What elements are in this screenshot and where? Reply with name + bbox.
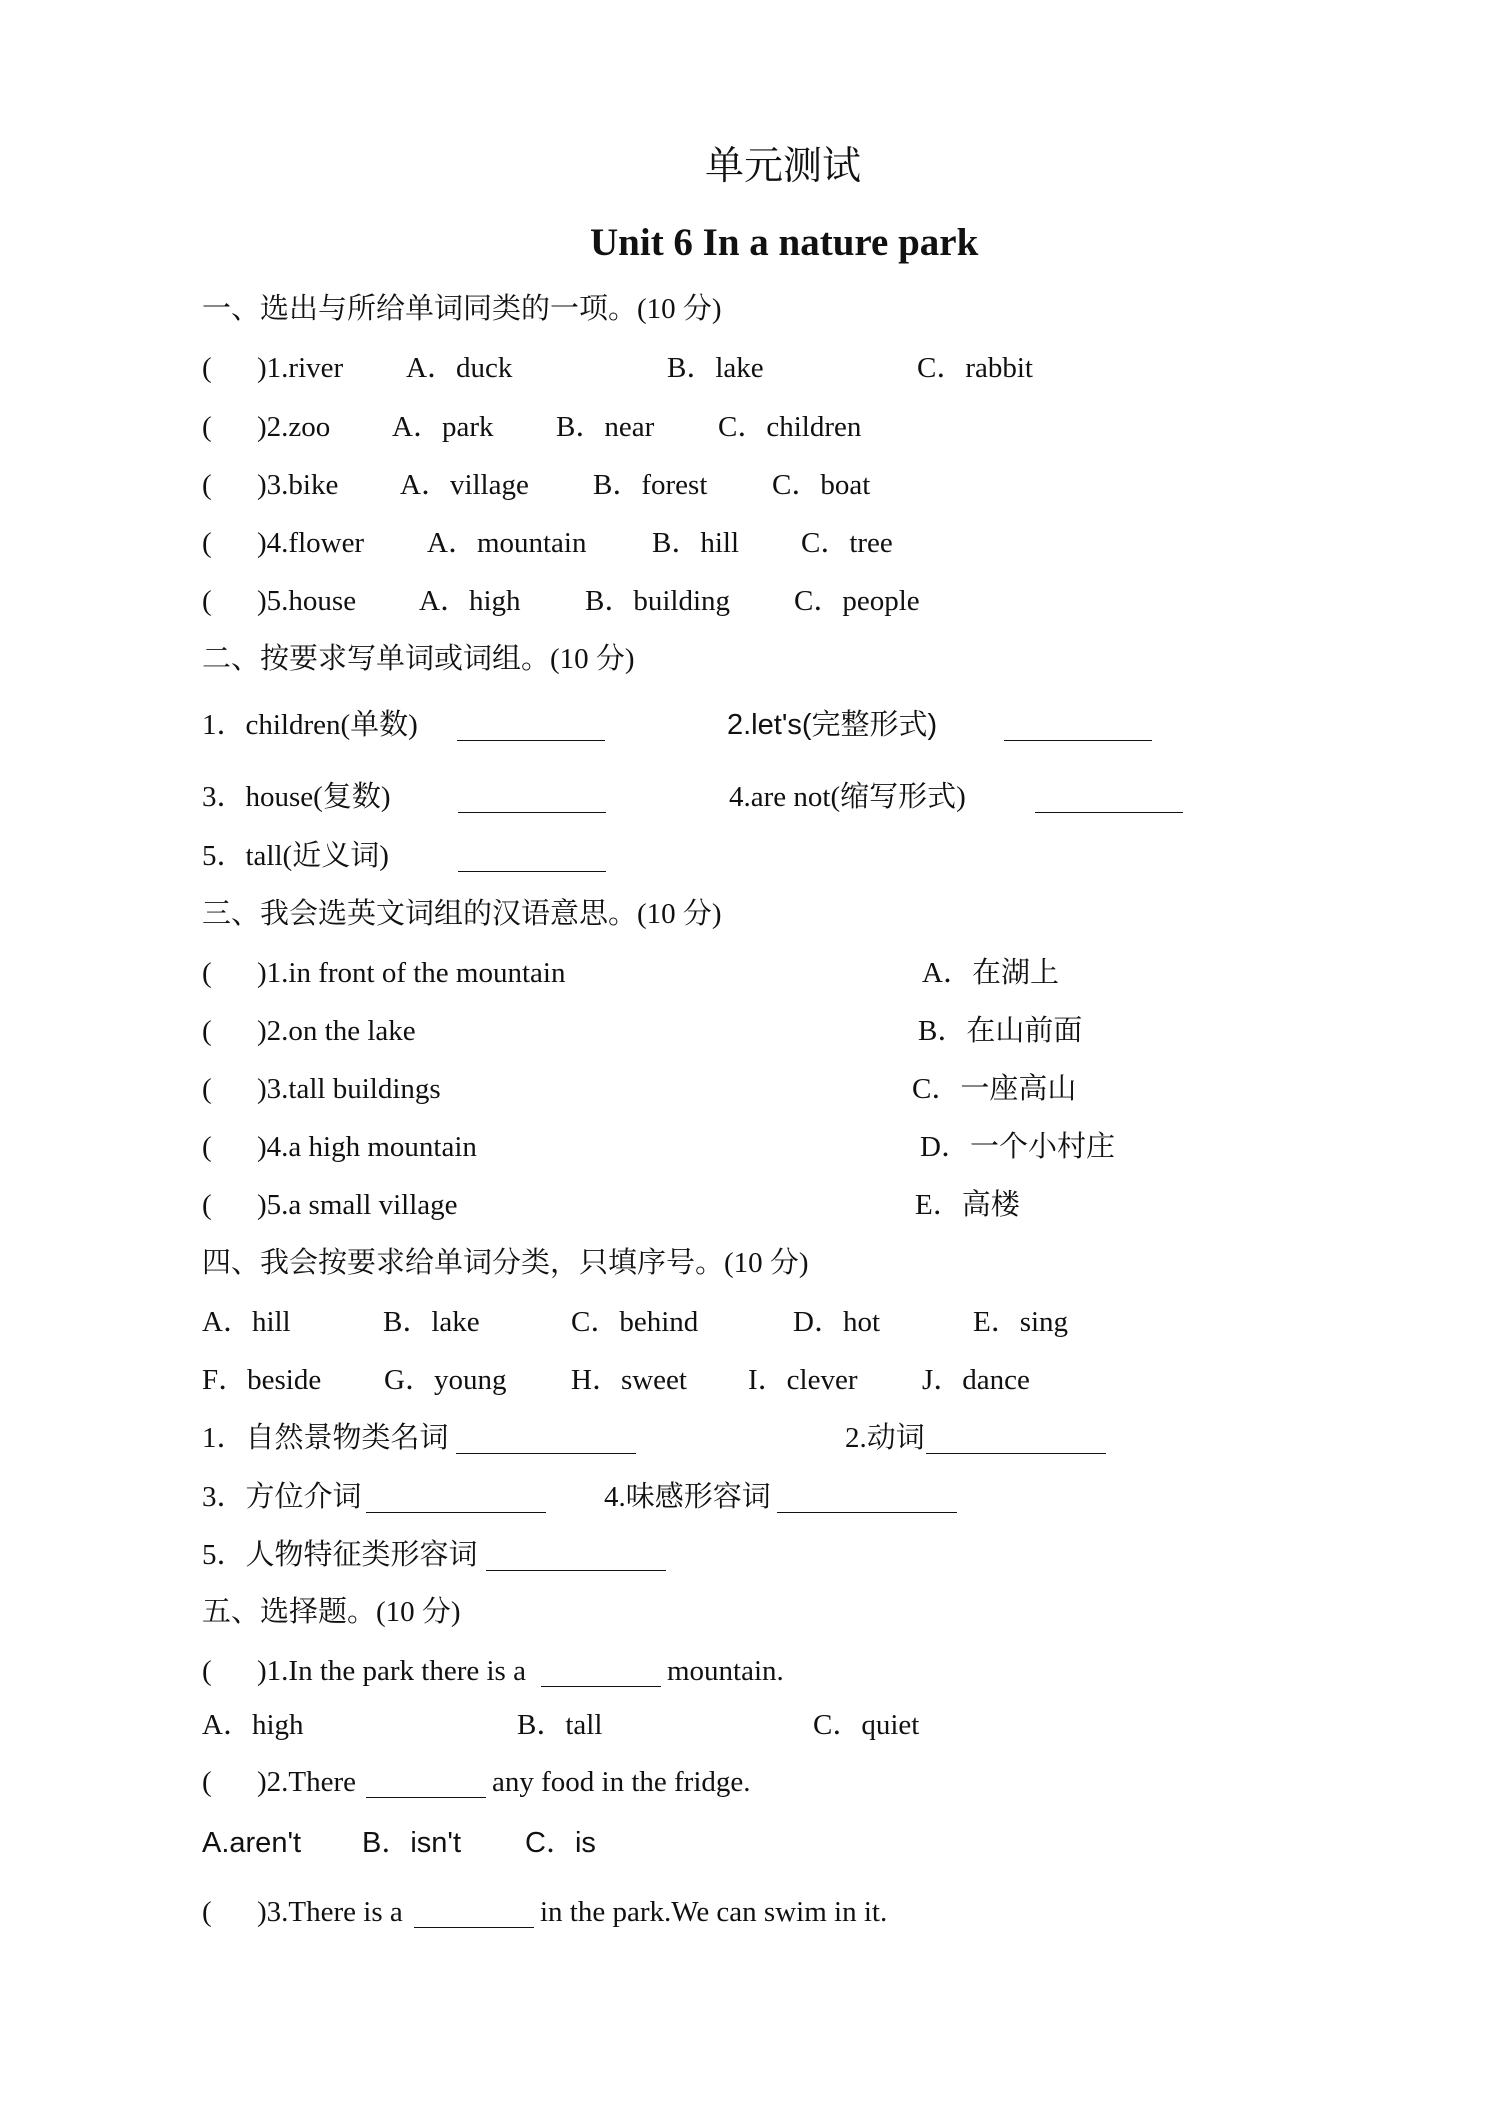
- word-option: E．sing: [973, 1306, 1069, 1338]
- option-a: A．village: [400, 469, 529, 501]
- option-c: C．tree: [801, 527, 893, 559]
- answer-paren: (: [202, 1896, 212, 1928]
- option-c: C．rabbit: [917, 352, 1033, 384]
- answer-paren: (: [202, 957, 212, 989]
- option-a: A．high: [419, 585, 521, 617]
- question-word: )2.zoo: [257, 411, 331, 443]
- answer-paren: (: [202, 1073, 212, 1105]
- answer-blank[interactable]: [457, 740, 605, 741]
- answer-blank[interactable]: [541, 1686, 661, 1687]
- answer-blank[interactable]: [366, 1512, 546, 1513]
- word-option: H．sweet: [571, 1364, 687, 1396]
- question-text-end: mountain.: [667, 1655, 784, 1687]
- word-option: B．lake: [383, 1306, 480, 1338]
- answer-blank[interactable]: [366, 1797, 486, 1798]
- word-option: I．clever: [748, 1364, 858, 1396]
- answer-blank[interactable]: [1004, 740, 1152, 741]
- s2-item-4: 4.are not(缩写形式): [729, 781, 966, 813]
- phrase: )4.a high mountain: [257, 1131, 477, 1163]
- question-text: )3.There is a: [257, 1896, 403, 1928]
- option-b: B．building: [585, 585, 731, 617]
- question-text-end: in the park.We can swim in it.: [540, 1896, 888, 1928]
- word-option: F．beside: [202, 1364, 322, 1396]
- option-c: C．boat: [772, 469, 871, 501]
- answer-paren: (: [202, 1131, 212, 1163]
- option-b: B．lake: [667, 352, 764, 384]
- phrase: )2.on the lake: [257, 1015, 416, 1047]
- answer-blank[interactable]: [456, 1453, 636, 1454]
- option-b: B．hill: [652, 527, 740, 559]
- answer-blank[interactable]: [486, 1570, 666, 1571]
- phrase: )3.tall buildings: [257, 1073, 441, 1105]
- option-c: C．is: [525, 1827, 596, 1859]
- question-text-end: any food in the fridge.: [492, 1766, 751, 1798]
- page-title: 单元测试: [705, 145, 862, 188]
- category-2: 2.动词: [845, 1422, 925, 1454]
- question-word: )5.house: [257, 585, 357, 617]
- answer-blank[interactable]: [777, 1512, 957, 1513]
- option-a: A．high: [202, 1709, 304, 1741]
- section-2-heading: 二、按要求写单词或词组。(10 分): [202, 643, 635, 675]
- answer-paren: (: [202, 1189, 212, 1221]
- word-option: C．behind: [571, 1306, 699, 1338]
- s2-item-2: 2.let's(完整形式): [727, 709, 938, 741]
- category-1: 1．自然景物类名词: [202, 1422, 449, 1454]
- answer-blank[interactable]: [926, 1453, 1106, 1454]
- question-text: )1.In the park there is a: [257, 1655, 526, 1687]
- meaning-option: B．在山前面: [918, 1015, 1083, 1047]
- s2-item-5: 5．tall(近义词): [202, 840, 389, 872]
- answer-paren: (: [202, 1655, 212, 1687]
- question-text: )2.There: [257, 1766, 357, 1798]
- option-b: B．forest: [593, 469, 708, 501]
- option-c: C．children: [718, 411, 862, 443]
- word-option: D．hot: [793, 1306, 881, 1338]
- word-option: A．hill: [202, 1306, 291, 1338]
- phrase: )1.in front of the mountain: [257, 957, 566, 989]
- option-b: B．isn't: [362, 1827, 462, 1859]
- answer-blank[interactable]: [458, 812, 606, 813]
- answer-paren: (: [202, 411, 212, 443]
- answer-paren: (: [202, 585, 212, 617]
- category-4: 4.味感形容词: [604, 1481, 771, 1513]
- section-4-heading: 四、我会按要求给单词分类，只填序号。(10 分): [202, 1247, 809, 1279]
- answer-blank[interactable]: [458, 871, 606, 872]
- option-a: A．duck: [406, 352, 513, 384]
- option-a: A．park: [392, 411, 494, 443]
- meaning-option: A．在湖上: [922, 957, 1059, 989]
- page-subtitle: Unit 6 In a nature park: [590, 221, 979, 264]
- question-word: )1.river: [257, 352, 344, 384]
- meaning-option: E．高楼: [915, 1189, 1020, 1221]
- option-b: B．tall: [517, 1709, 603, 1741]
- answer-paren: (: [202, 352, 212, 384]
- s2-item-3: 3．house(复数): [202, 781, 391, 813]
- word-option: G．young: [384, 1364, 507, 1396]
- answer-blank[interactable]: [1035, 812, 1183, 813]
- section-1-heading: 一、选出与所给单词同类的一项。(10 分): [202, 293, 722, 325]
- category-5: 5．人物特征类形容词: [202, 1539, 478, 1571]
- answer-paren: (: [202, 1766, 212, 1798]
- phrase: )5.a small village: [257, 1189, 458, 1221]
- section-5-heading: 五、选择题。(10 分): [202, 1596, 461, 1628]
- answer-paren: (: [202, 527, 212, 559]
- meaning-option: D．一个小村庄: [920, 1131, 1115, 1163]
- meaning-option: C．一座高山: [912, 1073, 1077, 1105]
- option-c: C．people: [794, 585, 920, 617]
- question-word: )3.bike: [257, 469, 339, 501]
- word-option: J．dance: [922, 1364, 1030, 1396]
- section-3-heading: 三、我会选英文词组的汉语意思。(10 分): [202, 898, 722, 930]
- option-b: B．near: [556, 411, 655, 443]
- answer-blank[interactable]: [414, 1927, 534, 1928]
- question-word: )4.flower: [257, 527, 365, 559]
- s2-item-1: 1．children(单数): [202, 709, 418, 741]
- answer-paren: (: [202, 469, 212, 501]
- option-a: A.aren't: [202, 1827, 302, 1859]
- option-c: C．quiet: [813, 1709, 920, 1741]
- answer-paren: (: [202, 1015, 212, 1047]
- category-3: 3．方位介词: [202, 1481, 362, 1513]
- option-a: A．mountain: [427, 527, 587, 559]
